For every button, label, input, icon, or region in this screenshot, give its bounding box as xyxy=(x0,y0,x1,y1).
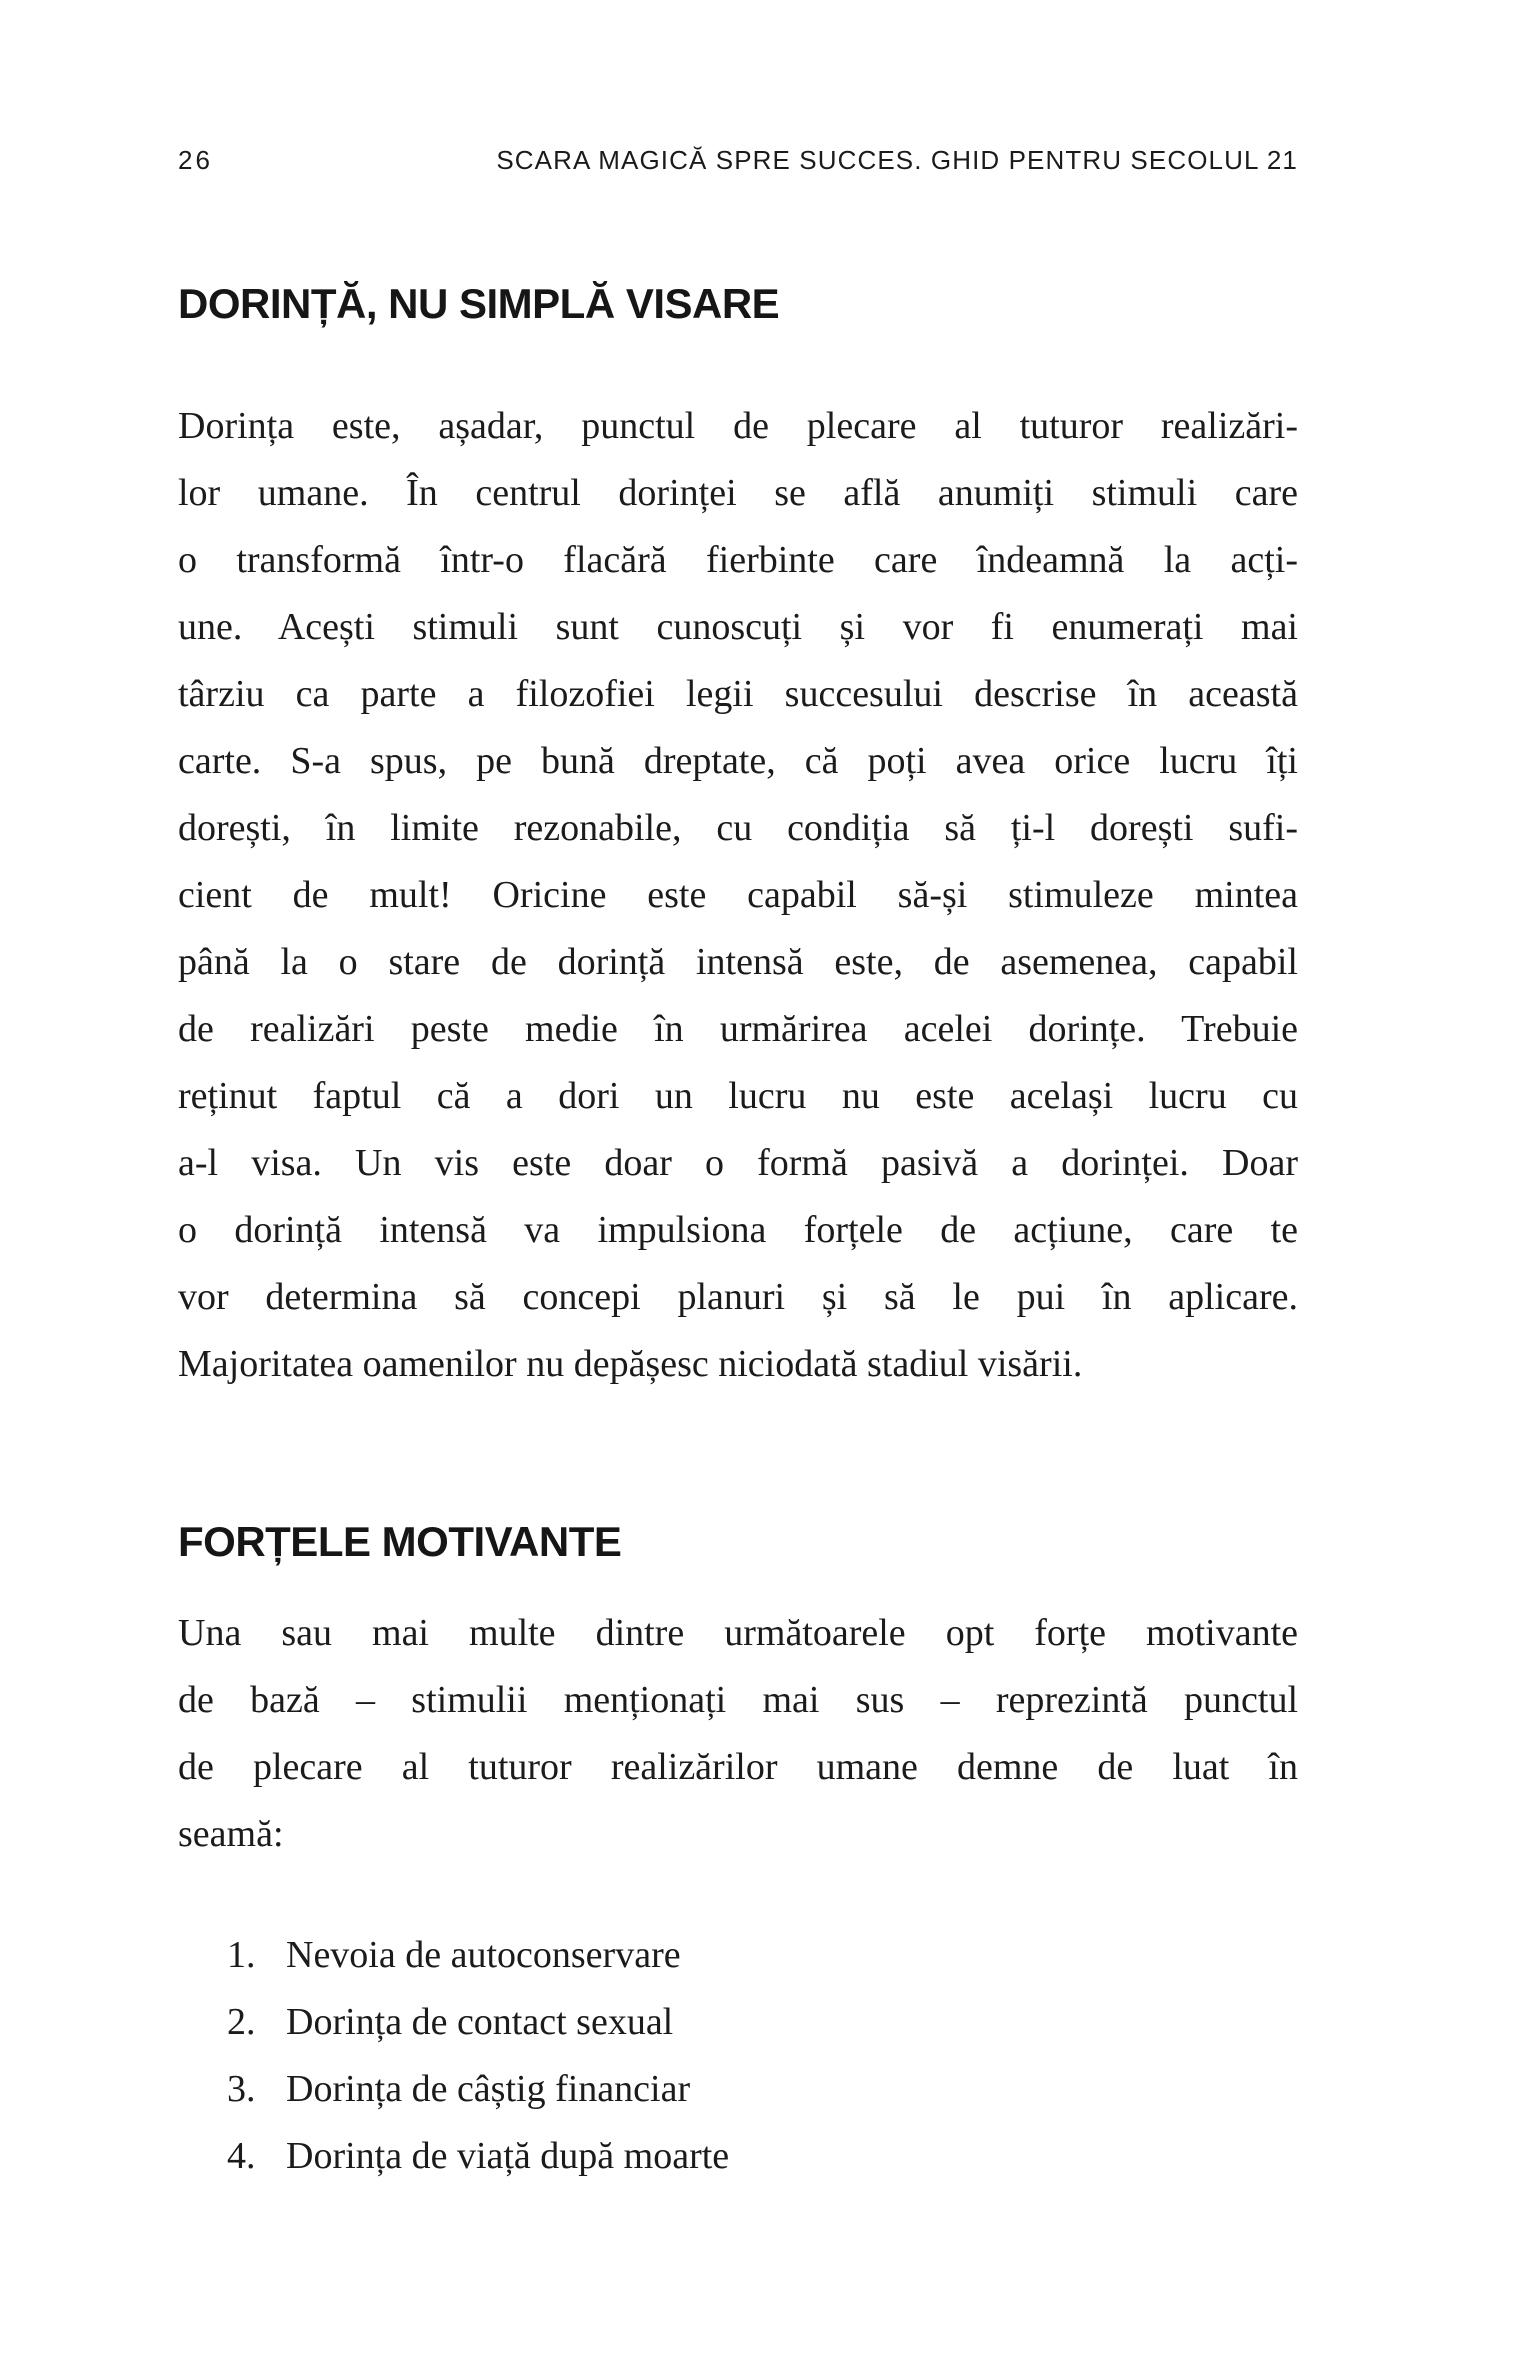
text-line: carte. S-a spus, pe bună dreptate, că poți avea orice lucru îți xyxy=(178,740,1298,782)
list-item xyxy=(178,2123,1298,2190)
list-item-text: Dorința de contact sexual xyxy=(286,2001,674,2043)
page-number: 26 xyxy=(178,145,213,175)
text-line: vor determina să concepi planuri și să le pui în aplicare. xyxy=(178,1276,1298,1318)
running-title: SCARA MAGICĂ SPRE SUCCES. GHID PENTRU SECOLUL 21 xyxy=(496,145,1298,175)
text-line: o dorință intensă va impulsiona forțele de acțiune, care te xyxy=(178,1209,1298,1251)
text-line: de realizări peste medie în urmărirea acelei dorințe. Trebuie xyxy=(178,1008,1298,1050)
text-line: reținut faptul că a dori un lucru nu este același lucru cu xyxy=(178,1075,1298,1117)
running-head xyxy=(178,147,1298,173)
list-item-text: Dorința de câștig financiar xyxy=(286,2068,691,2110)
text-line: o transformă într-o flacără fierbinte care îndeamnă la acți- xyxy=(178,539,1298,581)
paragraph-dorinta xyxy=(178,393,1298,1398)
list-item-text: Nevoia de autoconservare xyxy=(286,1934,681,1976)
motive-list xyxy=(178,1922,1298,2190)
list-item-number: 1. xyxy=(227,1934,256,1976)
text-line: până la o stare de dorință intensă este, de asemenea, capabil xyxy=(178,941,1298,983)
text-line: Majoritatea oamenilor nu depășesc niciodată stadiul visării. xyxy=(178,1343,1083,1385)
text-line: de bază – stimulii menționați mai sus – reprezintă punctul xyxy=(178,1679,1298,1721)
list-item-number: 4. xyxy=(227,2135,256,2177)
text-line: târziu ca parte a filozofiei legii succesului descrise în această xyxy=(178,673,1298,715)
text-line: cient de mult! Oricine este capabil să-și stimuleze mintea xyxy=(178,874,1298,916)
text-line: Dorința este, așadar, punctul de plecare al tuturor realizări- xyxy=(178,405,1298,447)
text-line: une. Acești stimuli sunt cunoscuți și vor fi enumerați mai xyxy=(178,606,1298,648)
list-item-text: Dorința de viață după moarte xyxy=(286,2135,730,2177)
list-item-number: 3. xyxy=(227,2068,256,2110)
text-line: de plecare al tuturor realizărilor umane demne de luat în xyxy=(178,1746,1298,1788)
list-item xyxy=(178,1922,1298,1989)
section-heading-fortele-motivante: FORȚELE MOTIVANTE xyxy=(178,1517,622,1565)
text-line: seamă: xyxy=(178,1813,284,1855)
paragraph-fortele-motivante xyxy=(178,1600,1298,1868)
list-item xyxy=(178,2056,1298,2123)
section-heading-dorinta: DORINȚĂ, NU SIMPLĂ VISARE xyxy=(178,280,780,328)
text-line: Una sau mai multe dintre următoarele opt forțe motivante xyxy=(178,1612,1298,1654)
list-item xyxy=(178,1989,1298,2056)
list-item-number: 2. xyxy=(227,2001,256,2043)
text-line: lor umane. În centrul dorinței se află anumiți stimuli care xyxy=(178,472,1298,514)
text-line: dorești, în limite rezonabile, cu condiția să ți-l dorești sufi- xyxy=(178,807,1298,849)
text-line: a-l visa. Un vis este doar o formă pasivă a dorinței. Doar xyxy=(178,1142,1298,1184)
